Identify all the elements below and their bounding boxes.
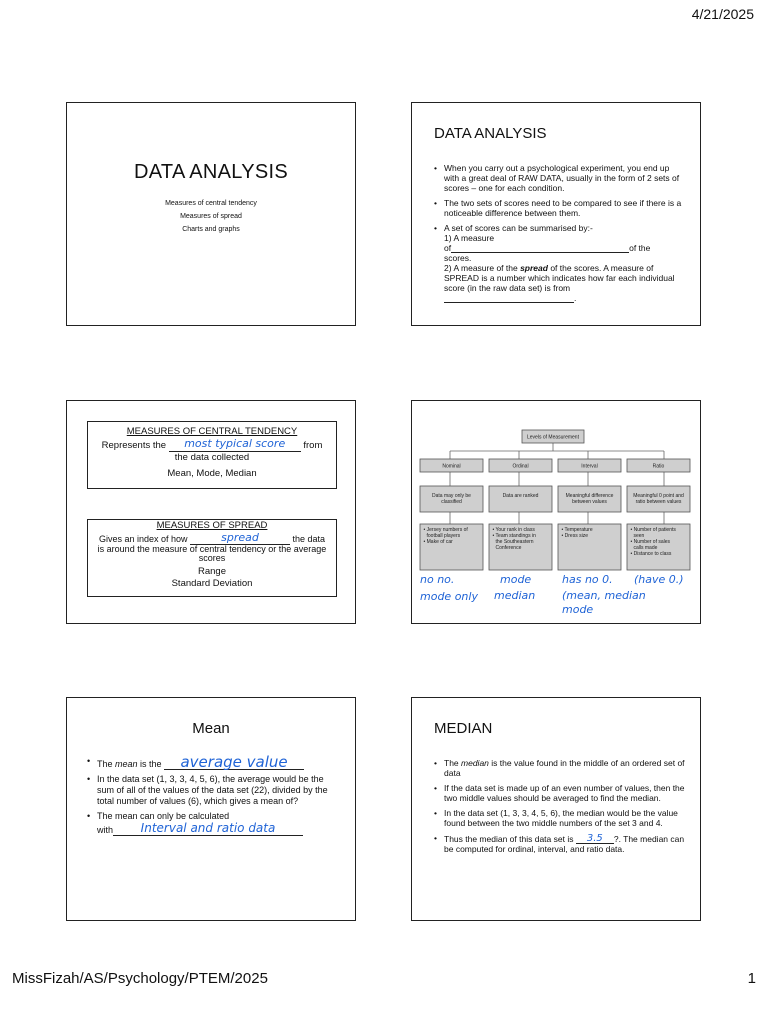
slide-title: DATA ANALYSIS: [434, 125, 547, 142]
handwritten-answer: most typical score: [184, 437, 286, 450]
slide-mean: [66, 697, 356, 921]
slide-measures: [66, 400, 356, 624]
level-label: Interval: [581, 463, 598, 470]
bullet-text: 1) A measure: [444, 233, 495, 243]
bullet-text: The: [97, 759, 116, 769]
level-description: Meaningful 0 point and: [633, 493, 684, 499]
box-text: Gives an index of how: [98, 534, 188, 544]
bullet-text: of: [444, 243, 452, 253]
note-line: has no 0.: [562, 573, 613, 586]
bullet-item: • In the data set (1, 3, 3, 4, 5, 6), the average would be the sum of all of the values of the data set (22), divided by the total number of values (6), which gives a mean of?: [87, 774, 337, 807]
level-description: ratio between values: [635, 499, 682, 505]
topic-item: Charts and graphs: [182, 226, 240, 233]
level-description: classified: [441, 499, 462, 505]
handwritten-answer: spread: [221, 531, 259, 544]
slide-title: Mean: [192, 720, 230, 737]
note-line: (mean, median: [562, 589, 646, 602]
topic-list: [67, 197, 355, 236]
level-example: seen: [633, 533, 645, 539]
bullet-item: [87, 811, 337, 836]
box-heading: MEASURES OF SPREAD: [156, 520, 268, 531]
box-heading: MEASURES OF CENTRAL TENDENCY: [126, 426, 298, 437]
bullet-text: of the scores. A measure of SPREAD is a number which indicates how far each individual score (in the raw data set) is from: [444, 263, 675, 293]
topic-item: Measures of central tendency: [165, 200, 257, 207]
fill-blank: [113, 822, 303, 836]
topic-item: Measures of spread: [180, 213, 242, 220]
level-example: • Number of sales: [630, 539, 671, 545]
box-line: Standard Deviation: [171, 578, 253, 589]
level-example: • Make of car: [423, 539, 453, 545]
bullet-text: The: [444, 758, 462, 768]
fill-blank: [451, 243, 629, 253]
bullet-list: [434, 163, 686, 308]
level-example: calls made: [633, 545, 658, 551]
level-example: • Your rank in class: [492, 527, 535, 533]
bullet-text: 2) A measure of the: [444, 263, 521, 273]
bullet-list: [434, 758, 686, 859]
spread-box: [87, 519, 337, 597]
level-example: • Team standings in: [492, 533, 536, 539]
level-example: • Temperature: [561, 527, 593, 533]
level-description: Meaningful difference: [565, 493, 614, 499]
footer-source: MissFizah/AS/Psychology/PTEM/2025: [12, 970, 268, 987]
handwritten-note: [420, 573, 478, 603]
fill-blank: [444, 293, 577, 303]
handwritten-note: [634, 573, 684, 586]
slide-data-analysis-intro: [411, 102, 701, 326]
slide-levels-of-measurement: [411, 400, 701, 624]
level-example: • Jersey numbers of: [423, 527, 468, 533]
bullet-item: • In the data set (1, 3, 3, 4, 5, 6), the median would be the value found between the two middle numbers of the set 3 and 4.: [434, 808, 686, 828]
box-line: [88, 438, 336, 452]
level-label: Ratio: [652, 463, 665, 470]
level-example: • Distance to class: [630, 551, 672, 557]
emphasis-text: spread: [520, 263, 548, 273]
print-date: 4/21/2025: [691, 6, 754, 22]
bullet-text: The mean can only be calculated: [97, 811, 230, 821]
bullet-text: with: [97, 825, 114, 835]
bullet-item: • The two sets of scores need to be compared to see if there is a noticeable difference between them.: [434, 198, 686, 218]
root-label: Levels of Measurement: [527, 434, 579, 441]
handwritten-answer: average value: [180, 753, 288, 771]
emphasis-text: median: [461, 758, 489, 768]
bullet-item: [434, 758, 686, 778]
slide-median: [411, 697, 701, 921]
bullet-text: Thus the median of this data set is: [444, 834, 574, 844]
box-text: from: [303, 440, 323, 451]
central-tendency-box: [87, 421, 337, 489]
bullet-text: ?. The median can be computed for ordinal, interval, and ratio data.: [444, 834, 685, 854]
note-line: (have 0.): [634, 573, 684, 586]
bullet-text: of the: [629, 243, 651, 253]
level-label: Ordinal: [512, 463, 529, 470]
page-number: 1: [747, 970, 756, 987]
fill-blank: [169, 438, 301, 452]
note-line: mode: [562, 603, 594, 616]
level-description: Data may only be: [432, 493, 471, 499]
bullet-text: is the: [137, 759, 162, 769]
bullet-list: [87, 753, 337, 840]
bullet-item: [87, 753, 337, 771]
box-text: Represents the: [101, 440, 167, 451]
level-description: between values: [572, 499, 607, 505]
bullet-text: A set of scores can be summarised by:-: [444, 223, 593, 233]
note-line: median: [494, 589, 536, 602]
bullet-text: .: [574, 293, 577, 303]
level-example: football players: [426, 533, 461, 539]
handwritten-answer: 3.5: [586, 833, 603, 844]
slide-title: MEDIAN: [434, 720, 493, 737]
box-text: the data: [292, 534, 326, 544]
box-line: the data collected: [174, 452, 250, 463]
note-line: no no.: [420, 573, 455, 586]
level-example: the Southeastern: [495, 539, 534, 545]
bullet-text: scores.: [444, 253, 472, 263]
bullet-item: • If the data set is made up of an even number of values, then the two middle values should be averaged to find the median.: [434, 783, 686, 803]
bullet-item: [434, 223, 686, 303]
level-example: • Dress size: [561, 533, 588, 539]
bullet-item: [434, 833, 686, 854]
note-line: mode: [500, 573, 532, 586]
emphasis-text: mean: [115, 759, 138, 769]
fill-blank: [576, 833, 614, 844]
slide-title: DATA ANALYSIS: [134, 161, 288, 183]
level-label: Nominal: [442, 463, 461, 470]
handwritten-note: [494, 573, 535, 602]
handwritten-answer: Interval and ratio data: [140, 821, 276, 835]
box-line: Mean, Mode, Median: [167, 468, 257, 479]
bullet-text: is the value found in the middle of an ordered set of data: [444, 758, 685, 778]
level-example: • Number of patients: [630, 527, 676, 533]
bullet-item: • When you carry out a psychological experiment, you end up with a great deal of RAW DATA, usually in the form of 2 sets of scores – one for each condition.: [434, 163, 686, 193]
note-line: mode only: [420, 590, 478, 603]
slide-title-data-analysis: [66, 102, 356, 326]
level-description: Data are ranked: [502, 493, 539, 499]
box-line: is around the measure of central tendency or the average scores: [97, 544, 327, 563]
box-line: Range: [198, 566, 226, 577]
fill-blank: [164, 753, 304, 771]
level-example: Conference: [495, 545, 522, 551]
